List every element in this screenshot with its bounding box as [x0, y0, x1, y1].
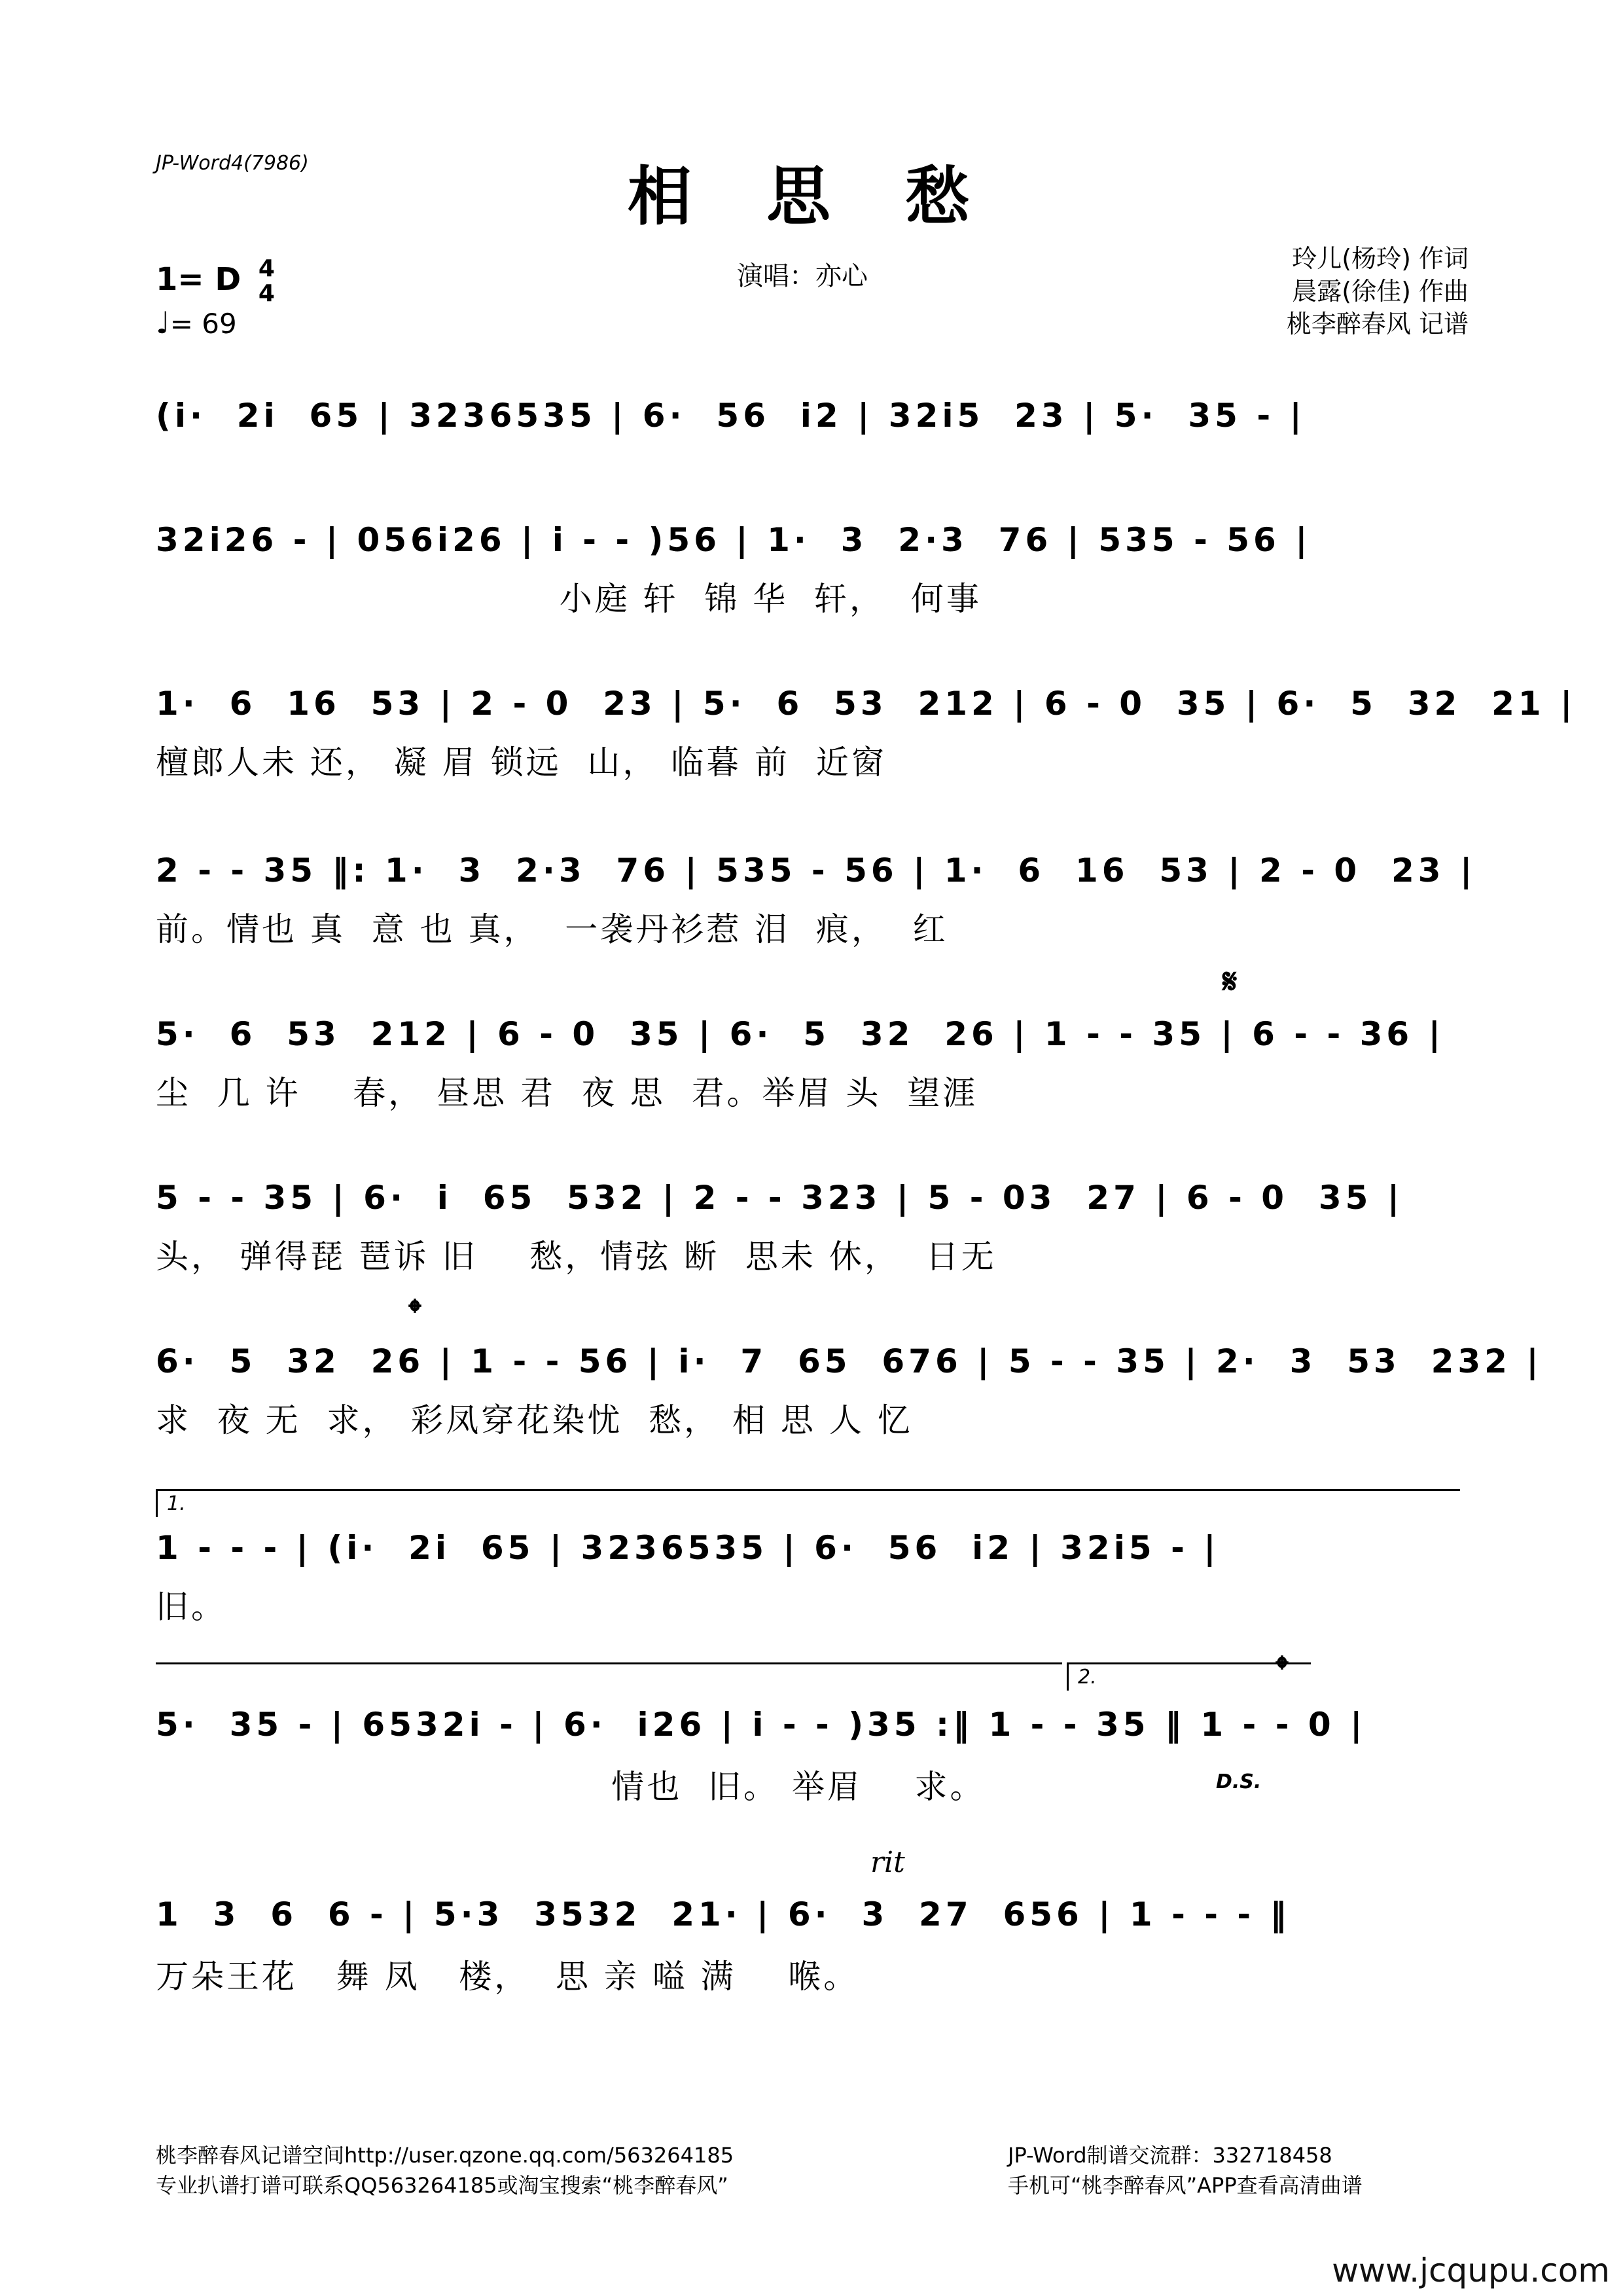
lyric-row-5: 尘 几 许 春， 昼思 君 夜 思 君。举眉 头 望涯: [156, 1074, 978, 1112]
score-row-7: [156, 1332, 1543, 1391]
coda-sign: 𝄌: [409, 1293, 421, 1332]
score-row-6: [156, 1168, 1465, 1227]
footer-right-line-2: 手机可“桃李醉春风”APP查看高清曲谱: [1008, 2173, 1363, 2198]
score-row-10: [156, 1885, 1465, 1944]
first-ending-continuation: [156, 1662, 1062, 1691]
score-row-2: [156, 511, 1465, 569]
score-notes: (i· 2i 65 | 3236535 | 6· 56 i2 | 32i5 23 | 5· 35 - |: [156, 397, 1306, 435]
software-label: JP-Word4(7986): [156, 152, 309, 175]
key-label: 1= D: [156, 261, 241, 298]
score-notes: 1 - - - | (i· 2i 65 | 3236535 | 6· 56 i2 | 32i5 - |: [156, 1529, 1220, 1567]
tempo-value: = 69: [169, 308, 237, 340]
score-notes: 5· 6 53 212 | 6 - 0 35 | 6· 5 32 26 | 1 - - 35 | 6 - - 36 |: [156, 1015, 1444, 1053]
second-ending-bracket: [1067, 1662, 1311, 1691]
segno-sign: 𝄋: [1222, 962, 1238, 1001]
tempo-marking: [156, 305, 237, 340]
score-notes: 32i26 - | 056i26 | i - - )56 | 1· 3 2·3 76 | 535 - 56 |: [156, 521, 1311, 559]
score-row-4: [156, 841, 1476, 900]
score-row-9: [156, 1695, 1465, 1754]
ds-marking: D.S.: [1216, 1770, 1262, 1793]
lyric-row-9: 情也 旧。 举眉 求。: [156, 1768, 986, 1806]
quarter-note-icon: ♩: [156, 305, 170, 340]
lyric-row-6: 头， 弹得琵 琶诉 旧 愁，情弦 断 思未 休， 日无: [156, 1238, 997, 1276]
score-row-3: [156, 674, 1577, 733]
score-notes: 1· 6 16 53 | 2 - 0 23 | 5· 6 53 212 | 6 - 0 35 | 6· 5 32 21 |: [156, 685, 1577, 723]
time-bottom: 4: [258, 280, 275, 307]
footer-left-line-2: 专业扒谱打谱可联系QQ563264185或淘宝搜索“桃李醉春风”: [156, 2173, 728, 2198]
lyric-row-4: 前。情也 真 意 也 真， 一袭丹衫惹 泪 痕， 红: [156, 910, 948, 948]
score-notes: 2 - - 35 ‖: 1· 3 2·3 76 | 535 - 56 | 1· 6 16 53 | 2 - 0 23 |: [156, 852, 1476, 889]
footer-left: [156, 2140, 734, 2200]
lyric-row-3: 檀郎人未 还， 凝 眉 锁远 山， 临暮 前 近窗: [156, 744, 887, 781]
footer-right-line-1: JP-Word制谱交流群：332718458: [1008, 2143, 1332, 2168]
lyric-row-10: 万朵王花 舞 凤 楼， 思 亲 嗌 满 喉。: [156, 1958, 859, 1996]
lyric-row-7: 求 夜 无 求， 彩凤穿花染忧 愁， 相 思 人 忆: [156, 1401, 913, 1439]
coda-sign-2: 𝄌: [1276, 1649, 1288, 1689]
time-top: 4: [258, 255, 275, 282]
footer-left-line-1: 桃李醉春风记谱空间http://user.qzone.qq.com/563264185: [156, 2143, 734, 2168]
score-row-1: [156, 386, 1465, 445]
second-ending-label: 2.: [1078, 1666, 1097, 1689]
time-signature: [259, 257, 275, 306]
score-notes: 5· 35 - | 6532i - | 6· i26 | i - - )35 :‖ 1 - - 35 ‖ 1 - - 0 |: [156, 1706, 1366, 1744]
score-notes: 6· 5 32 26 | 1 - - 56 | i· 7 65 676 | 5 - - 35 | 2· 3 53 232 |: [156, 1342, 1543, 1380]
credits: [1287, 242, 1469, 340]
singer-label: 演唱：亦心: [737, 261, 868, 291]
score-row-5: [156, 1005, 1465, 1064]
composer-credit: 晨露(徐佳) 作曲: [1292, 277, 1469, 306]
footer-right: [1008, 2140, 1363, 2200]
transcriber-credit: 桃李醉春风 记谱: [1286, 310, 1469, 338]
key-signature: [156, 257, 275, 306]
lyric-row-8: 旧。: [156, 1588, 226, 1626]
score-notes: 5 - - 35 | 6· i 65 532 | 2 - - 323 | 5 - 03 27 | 6 - 0 35 |: [156, 1179, 1404, 1217]
site-watermark: www.jcqupu.com: [1332, 2251, 1610, 2289]
song-title: 相 思 愁: [627, 159, 996, 234]
first-ending-label: 1.: [167, 1492, 186, 1515]
lyricist-credit: 玲儿(杨玲) 作词: [1292, 244, 1469, 273]
rit-marking: rit: [870, 1846, 905, 1879]
score-notes: 1 3 6 6 - | 5·3 3532 21· | 6· 3 27 656 | 1 - - - ‖: [156, 1895, 1291, 1933]
lyric-row-2: 小庭 轩 锦 华 轩， 何事: [156, 580, 982, 618]
score-row-8: [156, 1518, 1465, 1577]
first-ending-bracket: [156, 1489, 1460, 1517]
